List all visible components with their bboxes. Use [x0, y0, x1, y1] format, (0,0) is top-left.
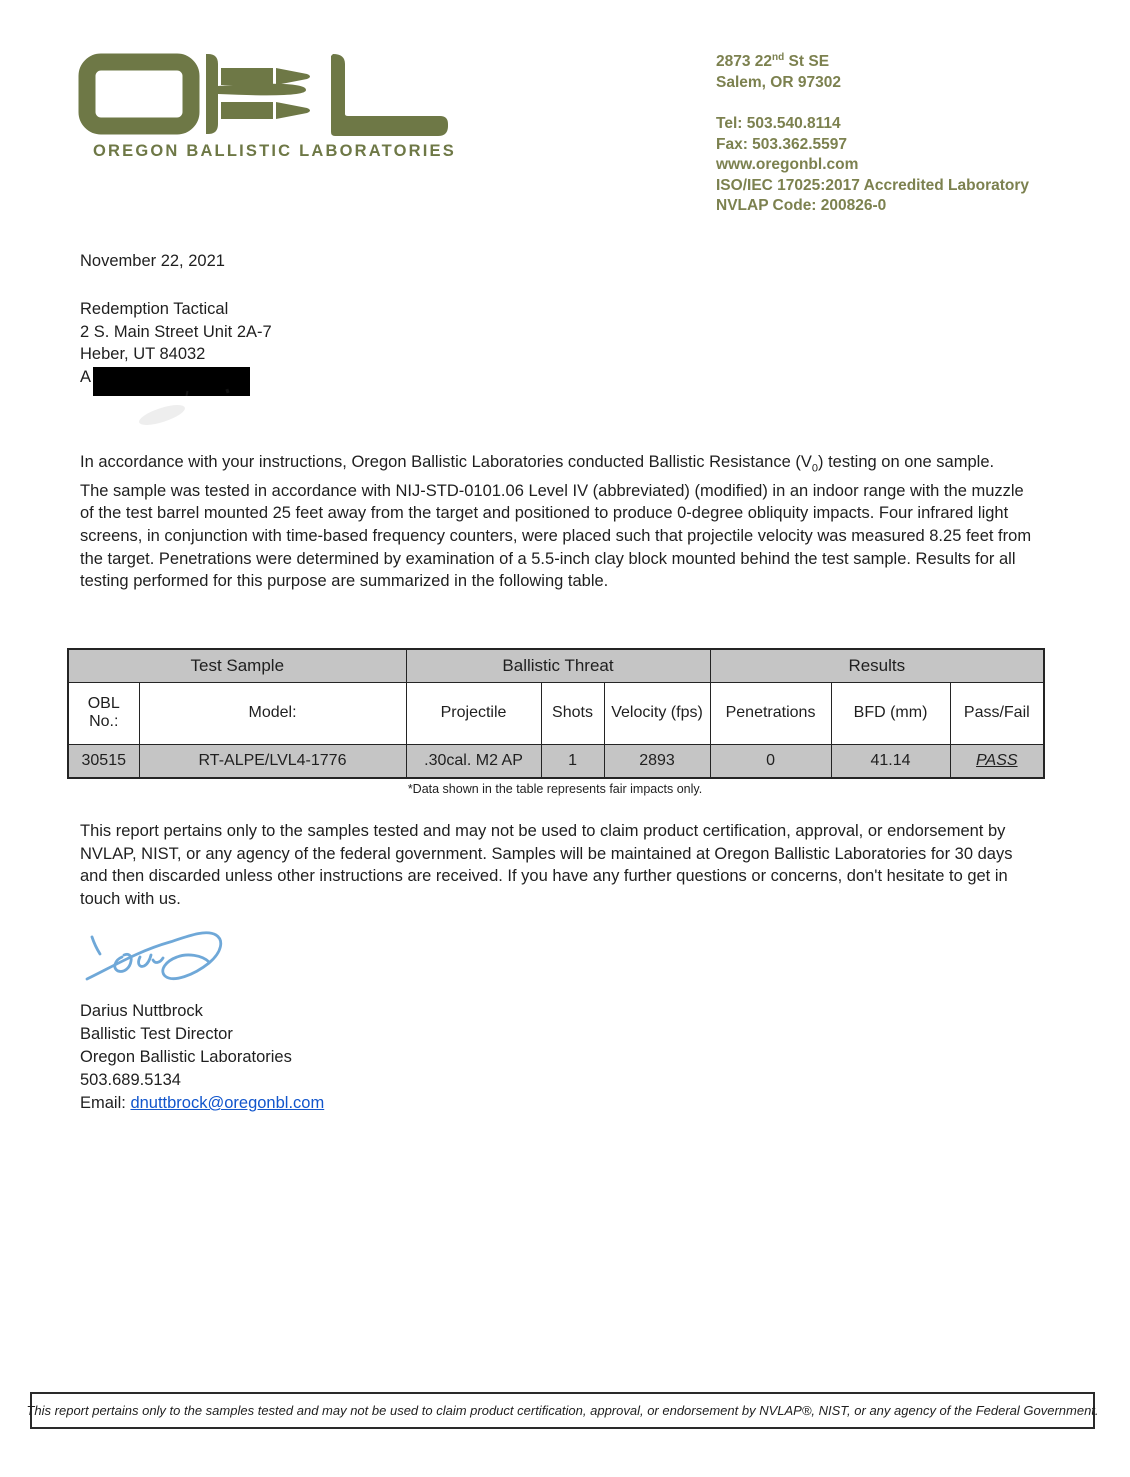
email-label: Email: — [80, 1094, 131, 1112]
table-column-header-row — [68, 682, 1044, 744]
obl-logo — [75, 52, 465, 161]
recipient-street: 2 S. Main Street Unit 2A-7 — [80, 322, 272, 341]
col-header-model: Model: — [139, 682, 406, 744]
footer-disclaimer-box — [26, 1392, 1099, 1429]
cell-model: RT-ALPE/LVL4-1776 — [139, 744, 406, 778]
signature-stroke — [87, 933, 221, 979]
city-state-zip: Salem, OR 97302 — [716, 73, 841, 91]
signature-block — [80, 1000, 324, 1115]
logo-letter-b — [206, 54, 310, 134]
signer-name: Darius Nuttbrock — [80, 1002, 203, 1020]
bullet-bottom-icon — [221, 102, 310, 119]
cell-projectile: .30cal. M2 AP — [406, 744, 541, 778]
group-header-ballistic-threat: Ballistic Threat — [406, 649, 710, 682]
accreditation: ISO/IEC 17025:2017 Accredited Laboratory — [716, 176, 1030, 194]
street-ordinal: nd — [772, 52, 785, 63]
col-header-projectile: Projectile — [406, 682, 541, 744]
col-header-velocity: Velocity (fps) — [604, 682, 710, 744]
col-header-pass-fail: Pass/Fail — [950, 682, 1044, 744]
fax: Fax: 503.362.5597 — [716, 135, 847, 153]
cell-penetrations: 0 — [710, 744, 831, 778]
method-paragraph: The sample was tested in accordance with NIJ-STD-0101.06 Level IV (abbreviated) (modified) in an indoor range with the muzzle of the test barrel mounted 25 feet away from the target and positioned to produce 0-degree obliquity impacts. Four infrared light screens, in conjunction with time-based frequency counters, were placed such that projectile velocity was measured 8.25 feet from the target. Penetrations were determined by examination of a 5.5-inch clay block mounted behind the test sample. Results for all testing performed for this purpose are summarized in the following table. — [80, 481, 1032, 591]
signer-email-line — [80, 1092, 324, 1115]
signer-title: Ballistic Test Director — [80, 1025, 233, 1043]
table-row — [68, 744, 1044, 778]
recipient-name: Redemption Tactical — [80, 300, 229, 318]
signature-stroke — [92, 937, 100, 954]
col-header-shots: Shots — [541, 682, 604, 744]
cell-pass-fail: PASS — [950, 744, 1044, 778]
nvlap-code: NVLAP Code: 200826-0 — [716, 197, 887, 215]
scan-artifact — [137, 401, 187, 429]
cell-obl-no: 30515 — [68, 744, 139, 778]
letter-body — [80, 451, 1032, 593]
closing-paragraph: This report pertains only to the samples tested and may not be used to claim product certification, approval, or endorsement by NVLAP, NIST, or any agency of the federal government. Samples will be maintained at Oregon Ballistic Laboratories for 30 days and then discarded unless other instructions are received. If you have any further questions or concerns, don't hesitate to get in touch with us. — [80, 822, 1013, 908]
telephone: Tel: 503.540.8114 — [716, 115, 841, 133]
logo-letter-l — [331, 54, 448, 136]
cell-shots: 1 — [541, 744, 604, 778]
group-header-test-sample: Test Sample — [68, 649, 406, 682]
signer-phone: 503.689.5134 — [80, 1071, 181, 1089]
letter-date: November 22, 2021 — [80, 252, 225, 270]
obl-logo-mark — [75, 52, 455, 136]
redacted-line-prefix: A — [80, 367, 92, 386]
street-address: 2873 22nd St SE — [716, 52, 830, 71]
logo-letter-o — [87, 62, 191, 126]
cell-velocity: 2893 — [604, 744, 710, 778]
logo-tagline: OREGON BALLISTIC LABORATORIES — [93, 142, 456, 160]
website: www.oregonbl.com — [716, 156, 859, 174]
group-header-results: Results — [710, 649, 1044, 682]
table-group-header-row — [68, 649, 1044, 682]
intro-paragraph: In accordance with your instructions, Oregon Ballistic Laboratories conducted Ballistic Resistance $(V_0)$ testing on one sample. — [80, 453, 995, 475]
spacer — [716, 93, 1029, 114]
col-header-penetrations: Penetrations — [710, 682, 831, 744]
results-table-section — [67, 648, 1043, 796]
col-header-obl-no: OBL No.: — [68, 682, 139, 744]
results-table — [67, 648, 1045, 779]
signature-ink — [82, 924, 242, 994]
email-link[interactable]: dnuttbrock@oregonbl.com — [130, 1094, 325, 1112]
v0-subscript: 0 — [811, 462, 818, 475]
footer-disclaimer-text: This report pertains only to the samples tested and may not be used to claim product certification, approval, or endorsement by NVLAP®, NIST, or any agency of the Federal Government. — [26, 1403, 1099, 1418]
col-header-bfd: BFD (mm) — [831, 682, 950, 744]
signature-stroke — [115, 954, 163, 971]
recipient-redacted-line — [80, 366, 272, 396]
cell-bfd: 41.14 — [831, 744, 950, 778]
recipient-address — [80, 298, 272, 396]
signer-company: Oregon Ballistic Laboratories — [80, 1048, 292, 1066]
bullet-top-icon — [221, 68, 310, 85]
recipient-city: Heber, UT 84032 — [80, 345, 206, 363]
table-footnote: *Data shown in the table represents fair impacts only. — [407, 782, 703, 796]
letterhead-contact — [716, 48, 1029, 217]
